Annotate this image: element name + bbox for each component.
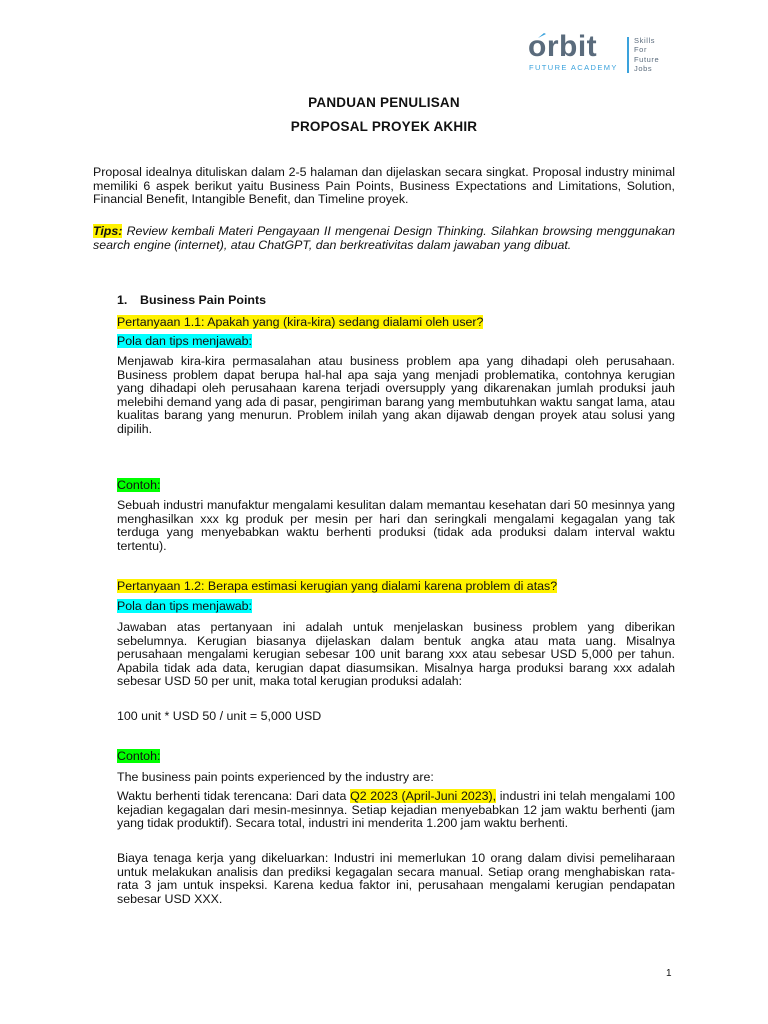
question-1-2-text: Pertanyaan 1.2: Berapa estimasi kerugian yang dialami karena problem di atas? (117, 579, 558, 593)
tips-text: Review kembali Materi Pengayaan II mengenai Design Thinking. Silahkan browsing menggunakan search engine (internet), atau ChatGPT, dan berkreativitas dalam jawaban yang dibuat. (93, 224, 675, 252)
example-1-2-paragraph-1 (117, 790, 675, 831)
example-label-1-1-text: Contoh: (117, 478, 161, 492)
answer-1-2: Jawaban atas pertanyaan ini adalah untuk menjelaskan business problem yang diberikan sebelumnya. Kerugian biasanya dijelaskan dalam bentuk angka atau mata uang. Misalnya perusahaan mengalami kerugian sebesar 100 unit barang xxx atau sebesar USD 5,000 per tahun. Apabila tidak ada data, kerugian dapat diasumsikan. Misalnya harga produksi barang xxx adalah sebesar USD 50 per unit, maka total kerugian produksi adalah: (117, 620, 675, 689)
section-number: 1. (117, 293, 128, 307)
orbit-logo (524, 30, 674, 78)
logo-tagline-line: Skills (634, 36, 656, 45)
example-1-2-paragraph-2: Biaya tenaga kerja yang dikeluarkan: Industri ini memerlukan 10 orang dalam divisi pemeliharaan untuk melakukan analisis dan prediksi kegagalan secara manual. Setiap orang menghabiskan rata-rata 3 jam untuk inspeksi. Karena kedua faktor ini, perusahaan mengalami kerugian pendapatan sebesar USD XXX. (117, 851, 675, 906)
logo-wordmark: orbit (528, 30, 598, 63)
example-label-1-1 (117, 478, 160, 492)
loss-formula: 100 unit * USD 50 / unit = 5,000 USD (117, 709, 322, 723)
example-1-1: Sebuah industri manufaktur mengalami kesulitan dalam memantau kesehatan dari 50 mesinnya yang menghasilkan xxx kg produk per mesin per hari dan seringkali mengalami kegagalan yang tak terduga yang menyebabkan waktu berhenti produksi (tidak ada produksi dalam interval waktu tertentu). (117, 498, 675, 553)
question-1-1 (117, 315, 483, 329)
logo-tagline-line: Future (634, 54, 660, 64)
document-title-line-1: PANDUAN PENULISAN (308, 95, 460, 110)
tips-label: Tips: (93, 224, 123, 238)
example-1-2-p1-highlight: Q2 2023 (April-Juni 2023), (350, 789, 497, 803)
tips-label-1-1-text: Pola dan tips menjawab: (117, 334, 253, 348)
intro-paragraph: Proposal idealnya dituliskan dalam 2-5 halaman dan dijelaskan secara singkat. Proposal industry minimal memiliki 6 aspek berikut yaitu Business Pain Points, Business Expectations and Limitations, Solution, Financial Benefit, Intangible Benefit, dan Timeline proyek. (93, 165, 675, 207)
example-1-2-intro: The business pain points experienced by the industry are: (117, 770, 434, 784)
logo-tagline-line: Jobs (634, 63, 653, 73)
example-1-2-p1-pre: Waktu berhenti tidak terencana: Dari data (117, 789, 351, 803)
document-title-line-2: PROPOSAL PROYEK AKHIR (290, 119, 478, 134)
example-1-2-p1-post: industri ini telah mengalami 100 kejadian kegagalan dari mesin-mesinnya. Setiap kejadian menyebabkan 12 jam waktu berhenti (jam yang tidak produktif). Secara total, industri ini menderita 1.200 jam waktu berhenti. (117, 789, 676, 831)
logo-tagline (634, 36, 659, 73)
example-label-1-2 (117, 749, 160, 763)
question-1-2 (117, 579, 557, 593)
section-heading: Business Pain Points (140, 293, 267, 307)
tips-label-1-2-text: Pola dan tips menjawab: (117, 599, 253, 613)
logo-subtitle: FUTURE ACADEMY (529, 63, 618, 72)
example-label-1-2-text: Contoh: (117, 749, 161, 763)
logo-divider (627, 37, 629, 73)
logo-tagline-line: For (634, 45, 648, 55)
answer-1-1: Menjawab kira-kira permasalahan atau business problem apa yang dihadapi oleh perusahaan. Business problem dapat berupa hal-hal apa saja yang menjadi problematika, contohnya kerugian yang dihadapi oleh perusahaan karena terjadi oversupply yang dikarenakan jumlah produksi jauh melebihi demand yang ada di pasar, pengiriman barang yang membutuhkan waktu sangat lama, atau kualitas barang yang menurun. Problem inilah yang akan dijawab dengan proyek atau solusi yang dipilih. (117, 354, 675, 436)
question-1-1-text: Pertanyaan 1.1: Apakah yang (kira-kira) sedang dialami oleh user? (117, 315, 484, 329)
tips-label-1-2 (117, 599, 252, 613)
tips-label-1-1 (117, 334, 252, 348)
tips-paragraph (93, 225, 675, 252)
page-number: 1 (666, 968, 672, 979)
